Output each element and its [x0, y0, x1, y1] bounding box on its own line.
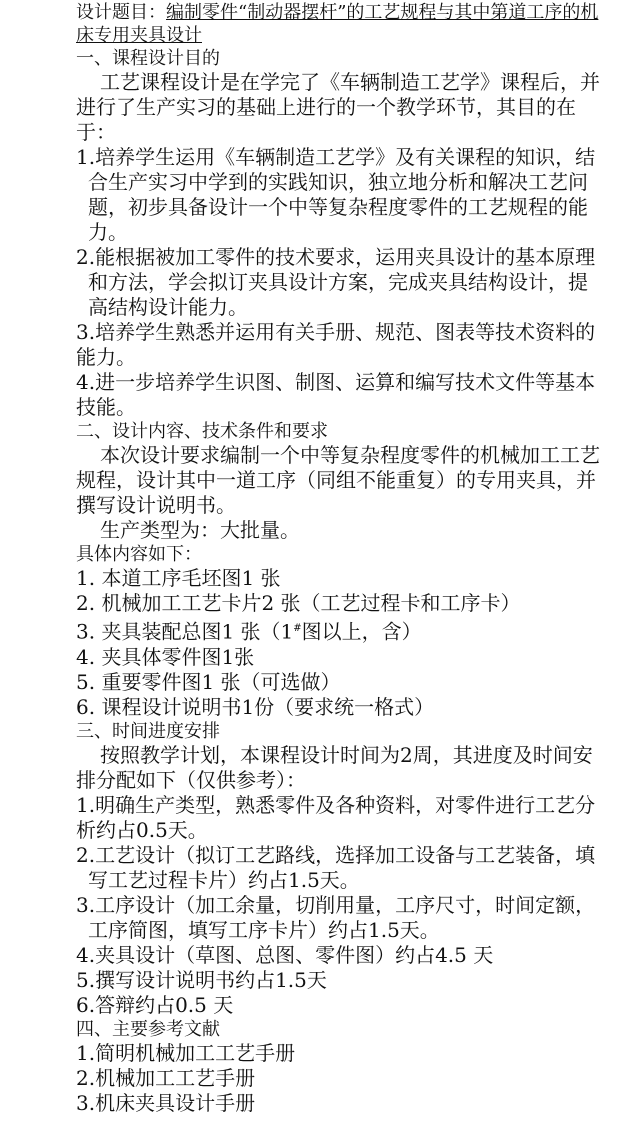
design-title-label: 设计题目：: [76, 2, 166, 23]
section-2-item-3-sup: #: [293, 623, 302, 634]
design-title-topic: 编制零件“制动器摆杆”的工艺规程与其中第道工序的机床专用夹具设计: [76, 2, 599, 46]
section-2-item-4: 4. 夹具体零件图1张: [76, 644, 255, 669]
section-4-item-3: 3.机床夹具设计手册: [76, 1090, 256, 1115]
section-2-item-3-text: 3. 夹具装配总图1 张（1: [76, 619, 294, 644]
section-4-item-1: 1.简明机械加工工艺手册: [76, 1040, 296, 1065]
section-2-item-5: 5. 重要零件图1 张（可选做）: [76, 669, 341, 694]
section-2-production-type: 生产类型为：大批量。: [100, 518, 300, 542]
section-2-item-3: [76, 616, 600, 645]
section-3-item-6: 6.答辩约占0.5 天: [76, 992, 234, 1017]
section-2-item-6: 6. 课程设计说明书1份（要求统一格式）: [76, 694, 435, 719]
section-1-heading: 一、课程设计目的: [76, 48, 220, 69]
section-1-item-3: 3.培养学生熟悉并运用有关手册、规范、图表等技术资料的能力。: [76, 320, 596, 369]
section-2-item-1: 1. 本道工序毛坯图1 张: [76, 566, 281, 590]
section-2-heading: 二、设计内容、技术条件和要求: [76, 421, 328, 442]
section-3-item-1: 1.明确生产类型，熟悉零件及各种资料，对零件进行工艺分析约占0.5天。: [76, 792, 596, 842]
section-3-intro: 按照教学计划，本课程设计时间为2周，其进度及时间安排分配如下（仅供参考）：: [76, 742, 593, 792]
section-3-item-4: 4.夹具设计（草图、总图、零件图）约占4.5 天: [76, 942, 494, 967]
section-3-item-2: 2.工艺设计（拟订工艺路线，选择加工设备与工艺装备，填写工艺过程卡片）约占1.5天。: [76, 842, 596, 892]
section-2-content-label: 具体内容如下：: [76, 544, 202, 565]
section-3-heading: 三、时间进度安排: [76, 720, 220, 742]
section-1-intro: 工艺课程设计是在学完了《车辆制造工艺学》课程后，并进行了生产实习的基础上进行的一个教学环节，其目的在于：: [76, 70, 600, 144]
section-1-item-2: 2.能根据被加工零件的技术要求，运用夹具设计的基本原理和方法，学会拟订夹具设计方案，完成夹具结构设计，提高结构设计能力。: [76, 245, 596, 319]
section-4-heading: 四、主要参考文献: [76, 1018, 220, 1040]
section-3-item-5: 5.撰写设计说明书约占1.5天: [76, 967, 327, 992]
section-3-item-3: 3.工序设计（加工余量，切削用量，工序尺寸，时间定额，工序简图，填写工序卡片）约占1.5天。: [76, 892, 596, 942]
section-1-item-1: 1.培养学生运用《车辆制造工艺学》及有关课程的知识，结合生产实习中学到的实践知识，独立地分析和解决工艺问题，初步具备设计一个中等复杂程度零件的工艺规程的能力。: [76, 145, 596, 244]
section-2-intro: 本次设计要求编制一个中等复杂程度零件的机械加工工艺规程，设计其中一道工序（同组不能重复）的专用夹具，并撰写设计说明书。: [76, 443, 600, 517]
section-2-item-2: 2. 机械加工工艺卡片2 张（工艺过程卡和工序卡）: [76, 591, 521, 615]
design-title: [76, 0, 600, 47]
section-1-item-4: 4.进一步培养学生识图、制图、运算和编写技术文件等基本技能。: [76, 370, 596, 419]
section-4-item-2: 2.机械加工工艺手册: [76, 1065, 256, 1090]
section-2-item-3-tail: 图以上，含）: [301, 619, 422, 644]
